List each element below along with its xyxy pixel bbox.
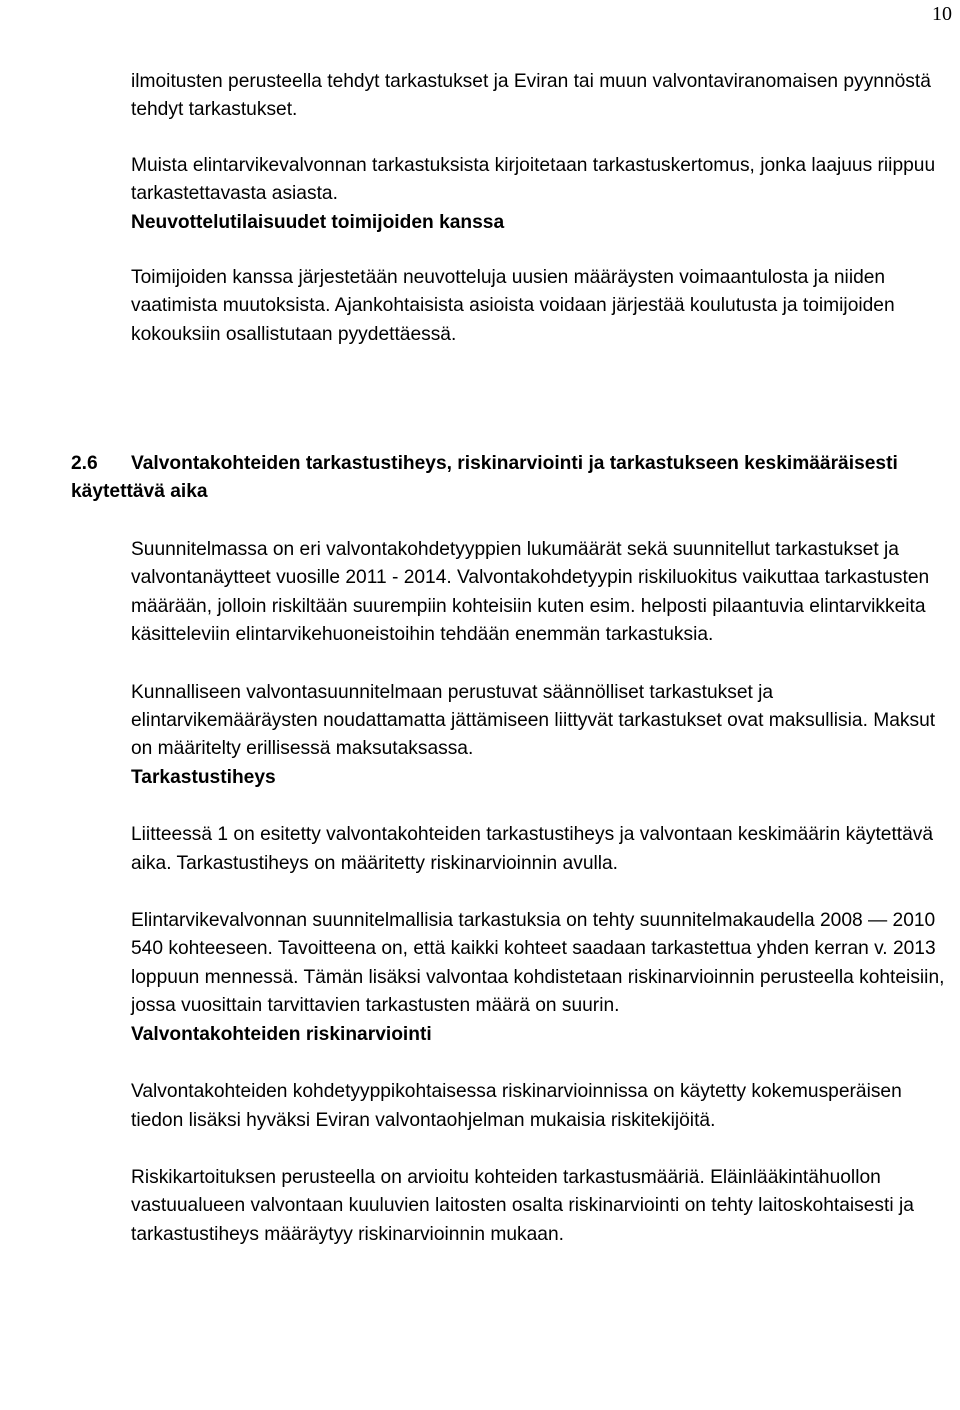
paragraph-risk-mapping: Riskikartoituksen perusteella on arvioitu kohteiden tarkastusmääriä. Eläinlääkintähuollon vastuualueen valvontaan kuuluvien laitosten osalta riskinarviointi on tehty laitoskohtaisesti ja tarkastustiheys määräytyy riskinarvioinnin mukaan.: [131, 1166, 914, 1245]
heading-risk-assessment: Valvontakohteiden riskinarviointi: [131, 1023, 432, 1045]
page-number: 10: [932, 3, 952, 25]
paragraph-inspections: ilmoitusten perusteella tehdyt tarkastukset ja Eviran tai muun valvontaviranomaisen pyynnöstä tehdyt tarkastukset.: [131, 71, 931, 121]
heading-negotiations: Neuvottelutilaisuudet toimijoiden kanssa: [131, 211, 505, 233]
heading-inspection-frequency: Tarkastustiheys: [131, 766, 276, 788]
paragraph-fees: Kunnalliseen valvontasuunnitelmaan perustuvat säännölliset tarkastukset ja elintarvikemääräysten noudattamatta jättämiseen liittyvät tarkastukset ovat maksullisia. Maksut on määritelty erillisessä maksutaksassa.: [131, 681, 936, 760]
paragraph-plan: Suunnitelmassa on eri valvontakohdetyyppien lukumäärät sekä suunnitellut tarkastukset ja valvontanäytteet vuosille 2011 - 2014. Valvontakohdetyypin riskiluokitus vaikuttaa tarkastusten määrään, jolloin riskiltään suurempiin kohteisiin kuten esim. helposti pilaantuvia elintarvikkeita käsitteleviin elintarvikehuoneistoihin tehdään enemmän tarkastuksia.: [131, 539, 930, 646]
document-body-top: [131, 68, 946, 349]
document-body-bottom: [131, 536, 946, 1249]
section-number: 2.6: [71, 453, 98, 474]
paragraph-risk-factors: Valvontakohteiden kohdetyyppikohtaisessa riskinarvioinnissa on käytetty kokemusperäisen tiedon lisäksi hyväksi Eviran valvontaohjelman mukaisia riskitekijöitä.: [131, 1081, 902, 1131]
paragraph-appendix: Liitteessä 1 on esitetty valvontakohteiden tarkastustiheys ja valvontaan keskimäärin käytettävä aika. Tarkastustiheys on määritetty riskinarvioinnin avulla.: [131, 824, 934, 874]
section-title: Valvontakohteiden tarkastustiheys, riskinarviointi ja tarkastukseen keskimääräisesti käytettävä aika: [71, 453, 898, 503]
paragraph-planned-inspections: Elintarvikevalvonnan suunnitelmallisia tarkastuksia on tehty suunnitelmakaudella 2008 — 2010 540 kohteeseen. Tavoitteena on, että kaikki kohteet saadaan tarkastettua yhden kerran v. 2013 loppuun mennessä. Tämän lisäksi valvontaa kohdistetaan riskinarvioinnin perusteella kohteisiin, jossa vuosittain tarvittavien tarkastusten määrä on suurin.: [131, 910, 945, 1017]
paragraph-inspection-report: Muista elintarvikevalvonnan tarkastuksista kirjoitetaan tarkastuskertomus, jonka laajuus riippuu tarkastettavasta asiasta.: [131, 154, 936, 205]
paragraph-negotiations: Toimijoiden kanssa järjestetään neuvotteluja uusien määräysten voimaantulosta ja niiden vaatimista muutoksista. Ajankohtaisista asioista voidaan järjestää koulutusta ja toimijoiden kokouksiin osallistutaan pyydettäessä.: [131, 267, 895, 345]
section-heading: [71, 450, 931, 507]
